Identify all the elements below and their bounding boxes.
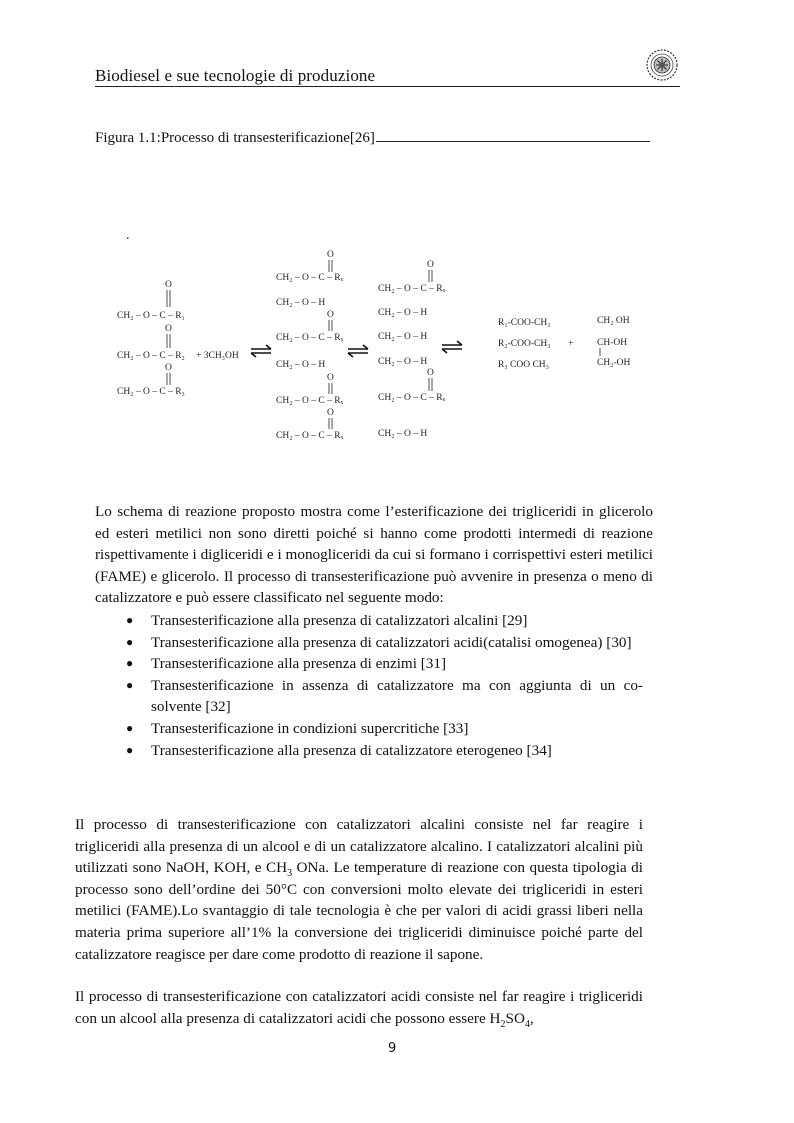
paragraph-3-subscript-1: 2 [500,1018,506,1030]
paragraph-1: Lo schema di reazione proposto mostra come l’esterificazione dei trigliceridi in glicerolo ed esteri metilici non sono diretti poiché si hanno come prodotti intermedi di reazione rispettivamente i digliceridi e i monogliceridi da cui si formano i corrispettivi esteri metilici (FAME) e glicerolo. Il processo di transesterificazione può avvenire in presenza o meno di catalizzatore e può essere classificato nel seguente modo: [95,503,653,607]
c2-o6: O [327,408,334,418]
paragraph-3-subscript-2: 4 [524,1018,530,1030]
list-item-text: Transesterificazione in assenza di catalizzatore ma con aggiunta di un co-solvente [32] [151,676,643,716]
caption-rule [376,140,650,142]
equilibrium-arrow-1 [251,345,271,357]
c1-r1: CH₂ – O – C – R₁ [117,311,185,321]
c1-o2: O [165,324,172,334]
c1-reagent: + 3CH₃OH [196,351,239,361]
prod-glycerol-1: CH₂ OH [597,316,630,326]
bullet-dot-icon: ● [126,742,134,757]
list-item-text: Transesterificazione alla presenza di catalizzatori alcalini [29] [151,612,528,629]
page-header [95,64,680,87]
c1-o1: O [165,280,172,290]
header-title: Biodiesel e sue tecnologie di produzione [95,66,376,85]
prod-plus: + [568,339,574,349]
bullet-dot-icon: ● [126,720,134,735]
prod-glycerol-2: CH-OH [597,338,628,348]
c3-r6: CH₂ – O – H [378,429,428,439]
c3-r3: CH₂ – O – H [378,332,428,342]
university-seal-icon [645,48,679,82]
prod-ester-2: R₂-COO-CH₃ [498,339,551,349]
paragraph-3-part-a: Il processo di transesterificazione con catalizzatori acidi consiste nel far reagire i trigliceridi con un alcool alla presenza di catalizzatori acidi che possono essere H [75,988,643,1027]
c1-r3: CH₂ – O – C – R₃ [117,387,185,397]
c2-r4: CH₂ – O – H [276,360,326,370]
prod-glycerol-3: CH₂-OH [597,358,631,368]
c3-o5: O [427,368,434,378]
list-item-text: Transesterificazione alla presenza di catalizzatori acidi(catalisi omogenea) [30] [151,633,632,651]
figure-caption-text: Figura 1.1:Processo di transesterificazione[26] [95,130,375,146]
c2-r2: CH₂ – O – H [276,298,326,308]
bullet-dot-icon: ● [126,656,134,671]
c1-r2: CH₂ – O – C – R₂ [117,351,185,361]
figure-caption [95,130,650,147]
paragraph-2-part-a: Il processo di transesterificazione con catalizzatori alcalini consiste nel far reagire i trigliceridi alla presenza di un alcool e di un catalizzatore alcalino. I catalizzatori alcalini più utilizzati sono NaOH, KOH, e CH [75,816,643,877]
paragraph-2-subscript: 3 [287,868,293,880]
paragraph-3-part-c: , [529,1009,534,1027]
c2-r1: CH₂ – O – C – Rₓ [276,273,344,283]
c1-o3: O [165,363,172,373]
equilibrium-arrow-2 [348,345,368,357]
prod-ester-1: R₁-COO-CH₃ [498,318,551,328]
equilibrium-arrow-3 [442,341,462,353]
c3-r2: CH₂ – O – H [378,308,428,318]
list-item-text: Transesterificazione alla presenza di enzimi [31] [151,655,447,673]
bullet-dot-icon: ● [126,677,134,692]
bullet-dot-icon: ● [126,634,134,649]
list-item [95,718,643,740]
list-item-text: Transesterificazione alla presenza di catalizzatore eterogeneo [34] [151,741,552,759]
c2-r3: CH₂ – O – C – Rₓ [276,333,344,343]
list-item [95,675,643,718]
list-item-text: Transesterificazione in condizioni supercritiche [33] [151,719,469,737]
c3-r4: CH₂ – O – H [378,357,428,367]
prod-ester-3: R₃ COO CH₃ [498,360,549,370]
c2-o3: O [327,310,334,320]
c2-r6: CH₂ – O – C – Rₓ [276,431,344,441]
c3-r5: CH₂ – O – C – Rₓ [378,393,446,403]
reaction-diagram [110,245,650,445]
list-item [95,632,643,654]
c2-r5: CH₂ – O – C – Rₓ [276,396,344,406]
bullet-list [95,610,643,761]
paragraph-2-part-b: ONa. Le temperature di reazione con questa tipologia di processo sono dell’ordine dei 50°C con conversioni molto elevate dei trigliceridi in esteri metilici (FAME).Lo svantaggio di tale tecnologia è che per valori di acidi grassi liberi nella materia prima superiore all’1% la conversione dei trigliceridi diminuisce poiché parte del catalizzatore reagisce per dare come prodotto di reazione il sapone. [75,859,643,963]
paragraph-3 [75,986,643,1029]
c3-o1: O [427,260,434,270]
paragraph-2 [75,814,643,965]
transesterification-scheme [110,245,650,445]
stray-dot: . [126,228,130,243]
list-item [95,740,643,762]
page-number: 9 [388,1041,397,1056]
list-item [95,610,643,632]
c2-o1: O [327,250,334,260]
c3-r1: CH₂ – O – C – Rₓ [378,284,446,294]
paragraph-3-part-b: SO [505,1009,525,1027]
c2-o5: O [327,373,334,383]
list-item [95,653,643,675]
bullet-dot-icon: ● [126,613,134,627]
